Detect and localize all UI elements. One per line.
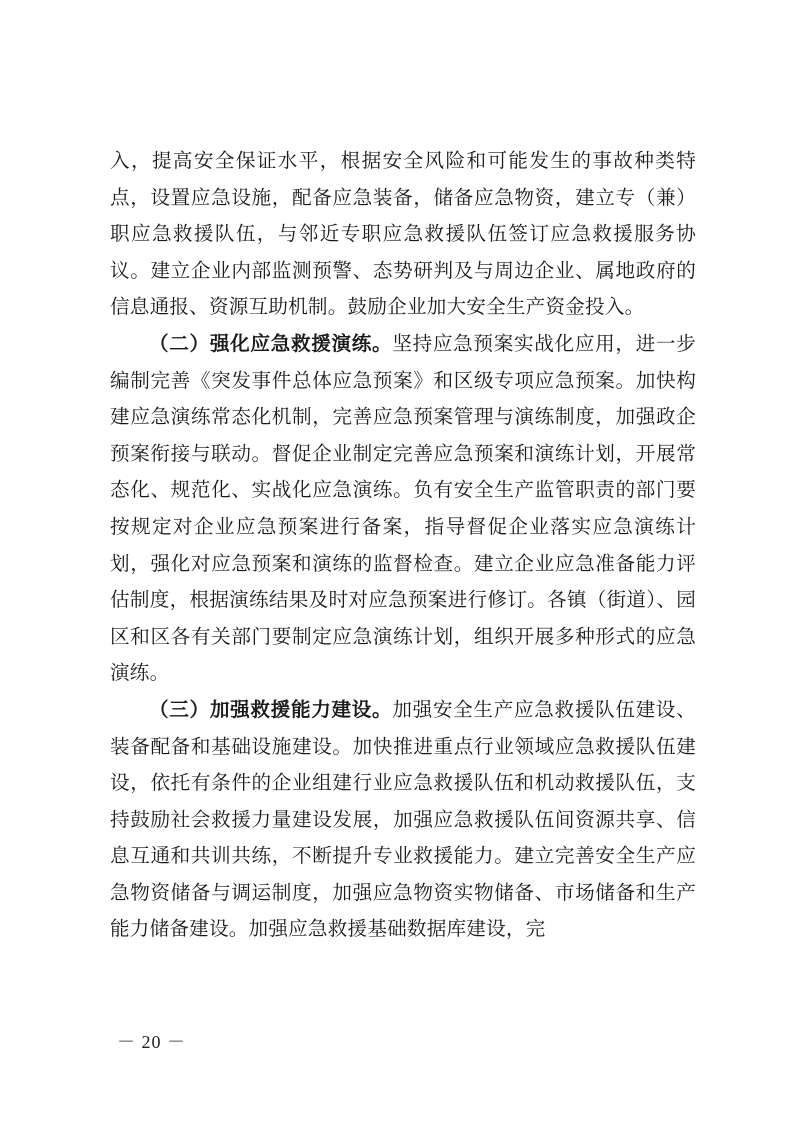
paragraph-continued <box>110 143 696 326</box>
paragraph-text: 坚持应急预案实战化应用，进一步编制完善《突发事件总体应急预案》和区级专项应急预案。加快构建应急演练常态化机制，完善应急预案管理与演练制度，加强政企预案衔接与联动。督促企业制定完善应急预案和演练计划，开展常态化、规范化、实战化应急演练。负有安全生产监管职责的部门要按规定对企业应急预案进行备案，指导督促企业落实应急演练计划，强化对应急预案和演练的监督检查。建立企业应急准备能力评估制度，根据演练结果及时对应急预案进行修订。各镇（街道）、园区和区各有关部门要制定应急演练计划，组织开展多种形式的应急演练。 <box>110 331 696 685</box>
page-number: － 20 － <box>117 1032 186 1052</box>
section-heading-rescue-capacity: （三）加强救援能力建设。 <box>149 697 393 721</box>
paragraph-section-3 <box>110 692 696 948</box>
paragraph-text: 入，提高安全保证水平，根据安全风险和可能发生的事故种类特点，设置应急设施，配备应急装备，储备应急物资，建立专（兼）职应急救援队伍，与邻近专职应急救援队伍签订应急救援服务协议。建立企业内部监测预警、态势研判及与周边企业、属地政府的信息通报、资源互助机制。鼓励企业加大安全生产资金投入。 <box>110 149 696 319</box>
document-body <box>110 143 696 948</box>
section-heading-emergency-drills: （二）强化应急救援演练。 <box>149 331 393 355</box>
paragraph-section-2 <box>110 326 696 692</box>
paragraph-text: 加强安全生产应急救援队伍建设、装备配备和基础设施建设。加快推进重点行业领域应急救援队伍建设，依托有条件的企业组建行业应急救援队伍和机动救援队伍，支持鼓励社会救援力量建设发展，加强应急救援队伍间资源共享、信息互通和共训共练，不断提升专业救援能力。建立完善安全生产应急物资储备与调运制度，加强应急物资实物储备、市场储备和生产能力储备建设。加强应急救援基础数据库建设，完 <box>110 697 696 941</box>
